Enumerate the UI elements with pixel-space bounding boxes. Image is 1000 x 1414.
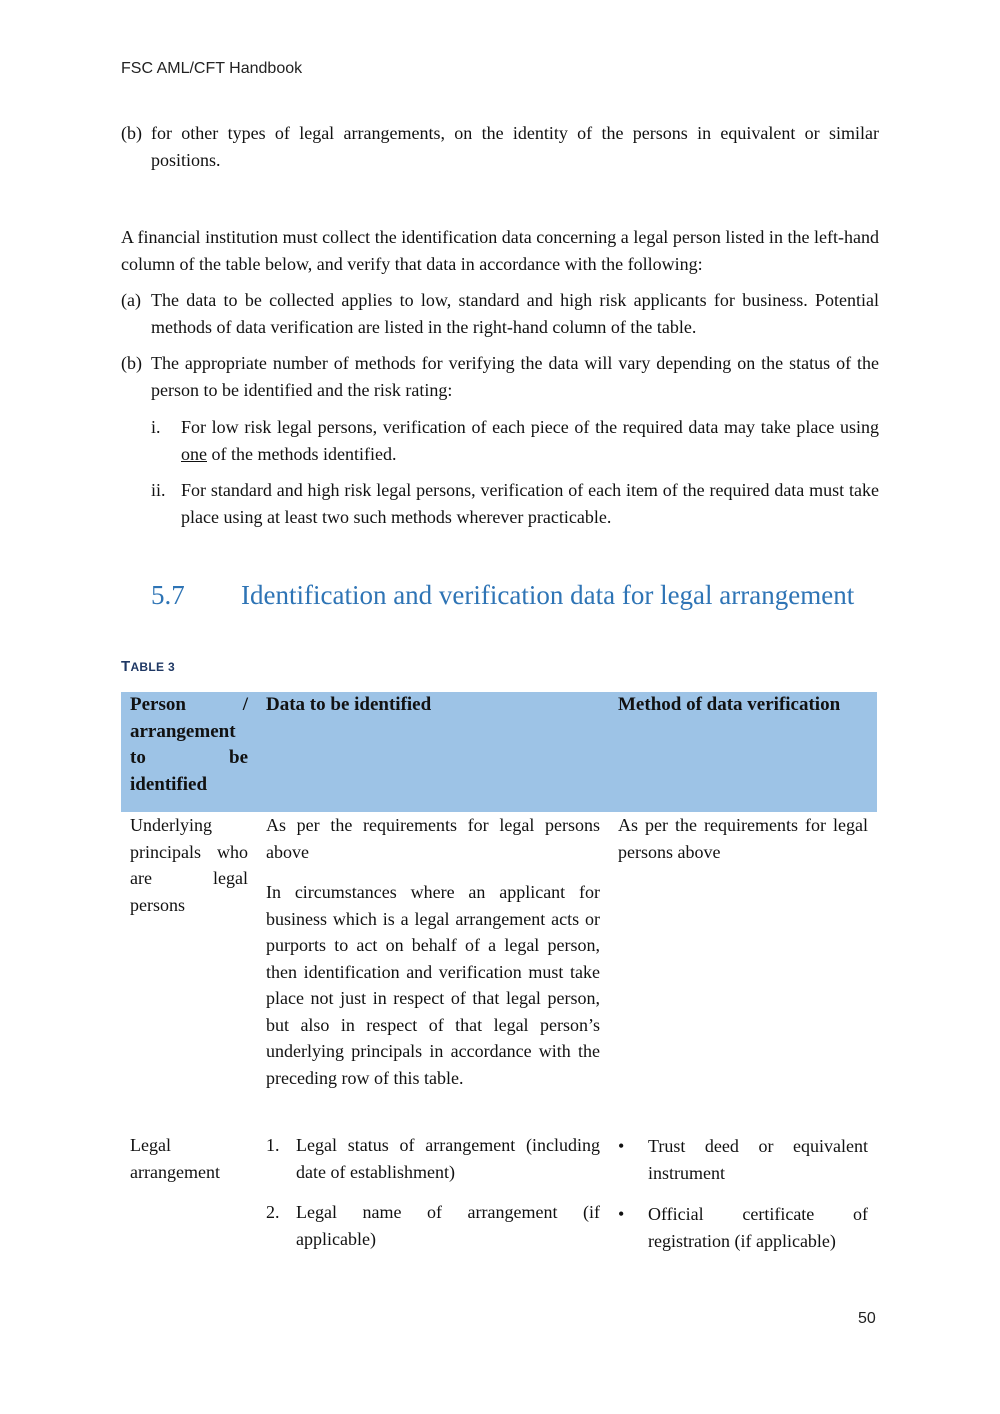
page-number: 50 [858, 1310, 876, 1327]
header-method: Method of data verification [618, 694, 841, 715]
row1-data-p1: As per the requirements for legal persons above [266, 815, 600, 862]
header-data: Data to be identified [266, 694, 432, 715]
bullet-icon: • [618, 1204, 625, 1224]
header-person: Person / arrangement to be identified [130, 694, 248, 795]
intro-item [121, 120, 879, 173]
list-item-a [121, 287, 879, 340]
item-marker: (b) [121, 353, 142, 373]
sub-item-text: For standard and high risk legal persons, verification of each item of the required data must take place using at least two such methods wherever practicable. [181, 480, 879, 527]
row2-method [618, 1133, 868, 1254]
row1-person: Underlying principals who are legal persons [130, 815, 248, 915]
item-text: for other types of legal arrangements, on the identity of the persons in equivalent or similar positions. [151, 123, 879, 170]
table-header-row [121, 692, 877, 812]
section-number: 5.7 [151, 580, 185, 610]
row1-data-p2: In circumstances where an applicant for business which is a legal arrangement acts or purports to act on behalf of a legal person, then identification and verification must take place not just in respect of that legal person, but also in respect of that legal person’s underlying principals in accordance with the preceding row of this table. [266, 882, 600, 1088]
list-item-b [121, 350, 879, 403]
row1-method: As per the requirements for legal persons above [618, 815, 868, 862]
row2-person: Legal arrangement [130, 1135, 220, 1182]
item-text: The appropriate number of methods for verifying the data will vary depending on the status of the person to be identified and the risk rating: [151, 353, 879, 400]
sub-item-marker: i. [151, 417, 161, 437]
section-title: Identification and verification data for legal arrangement [241, 580, 855, 610]
item-text: The data to be collected applies to low, standard and high risk applicants for business. Potential methods of data verification are listed in the right-hand column of the table. [151, 290, 879, 337]
underlined-word: one [181, 443, 207, 464]
item-marker: (b) [121, 123, 142, 143]
sub-item-text: For low risk legal persons, verification of each piece of the required data may take place using one of the methods identified. [181, 417, 879, 464]
method-item: • Trust deed or equivalent instrument [618, 1133, 868, 1186]
data-item: 2. Legal name of arrangement (if applicable) [266, 1202, 600, 1249]
sub-item-marker: ii. [151, 480, 166, 500]
bullet-icon: • [618, 1136, 625, 1156]
identification-table [121, 692, 877, 1251]
item-marker: (a) [121, 290, 141, 310]
row1-data [266, 812, 600, 1091]
body-paragraph: A financial institution must collect the identification data concerning a legal person listed in the left-hand column of the table below, and verify that data in accordance with the following: [121, 227, 879, 274]
method-item: • Official certificate of registration (if applicable) [618, 1201, 868, 1254]
running-header: FSC AML/CFT Handbook [121, 60, 303, 77]
section-heading [151, 580, 854, 611]
table-caption: TABLE 3 [121, 658, 175, 675]
row2-data [266, 1132, 600, 1252]
sub-item-i [151, 414, 879, 467]
data-item: 1. Legal status of arrangement (including date of establishment) [266, 1135, 600, 1182]
sub-item-ii [151, 477, 879, 530]
